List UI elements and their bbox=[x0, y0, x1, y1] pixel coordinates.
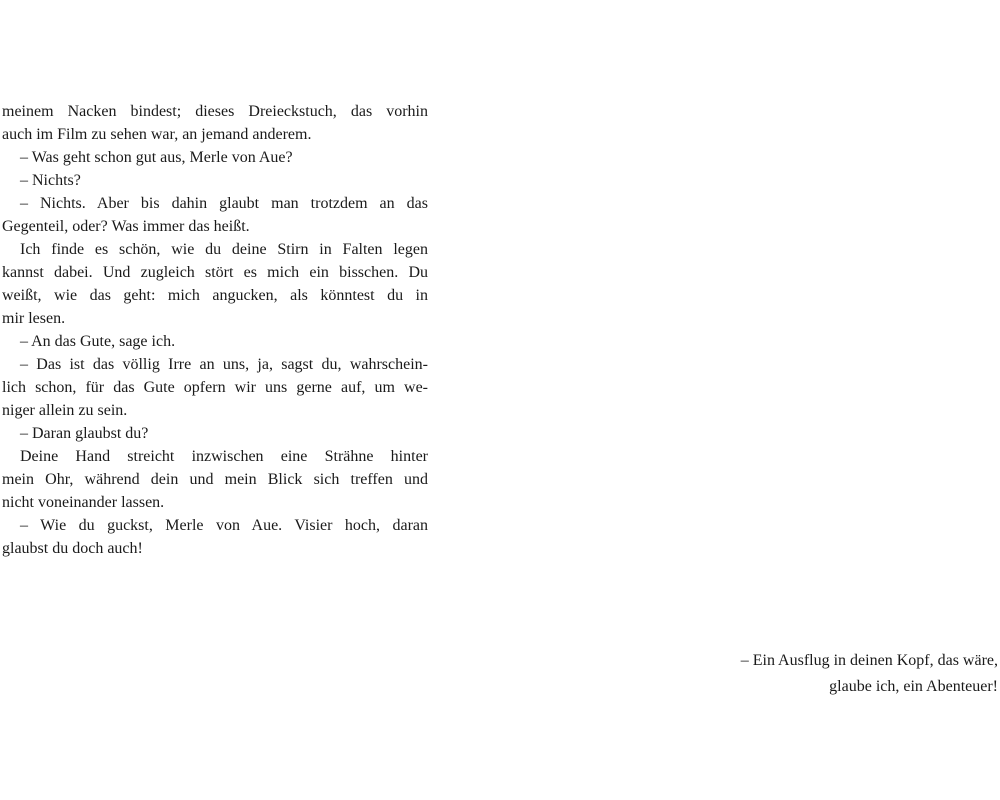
text-line: lich schon, für das Gute opfern wir uns gerne auf, um we- bbox=[2, 379, 428, 396]
dialogue-line: – Daran glaubst du? bbox=[20, 425, 149, 442]
text-line: weißt, wie das geht: mich angucken, als könntest du in bbox=[2, 287, 428, 304]
text-line: auch im Film zu sehen war, an jemand anderem. bbox=[2, 126, 312, 143]
text-line: nicht voneinander lassen. bbox=[2, 494, 165, 511]
dialogue-line: – Ein Ausflug in deinen Kopf, das wäre, bbox=[740, 652, 998, 669]
dialogue-line: – Das ist das völlig Irre an uns, ja, sagst du, wahrschein- bbox=[20, 356, 428, 373]
text-line: glaube ich, ein Abenteuer! bbox=[829, 678, 998, 695]
text-line: Deine Hand streicht inzwischen eine Strähne hinter bbox=[20, 448, 428, 465]
text-line: mir lesen. bbox=[2, 310, 66, 327]
right-page-text bbox=[598, 648, 998, 700]
left-page-text bbox=[2, 100, 428, 560]
dialogue-line: – Nichts. Aber bis dahin glaubt man trotzdem an das bbox=[20, 195, 428, 212]
text-line: niger allein zu sein. bbox=[2, 402, 128, 419]
text-line: Ich finde es schön, wie du deine Stirn in Falten legen bbox=[20, 241, 428, 258]
dialogue-line: – Wie du guckst, Merle von Aue. Visier hoch, daran bbox=[20, 517, 428, 534]
text-line: kannst dabei. Und zugleich stört es mich ein bisschen. Du bbox=[2, 264, 428, 281]
dialogue-line: – Nichts? bbox=[20, 172, 81, 189]
dialogue-line: – An das Gute, sage ich. bbox=[20, 333, 176, 350]
text-line: glaubst du doch auch! bbox=[2, 540, 143, 557]
dialogue-line: – Was geht schon gut aus, Merle von Aue? bbox=[20, 149, 293, 166]
text-line: mein Ohr, während dein und mein Blick sich treffen und bbox=[2, 471, 428, 488]
text-line: Gegenteil, oder? Was immer das heißt. bbox=[2, 218, 250, 235]
text-line: meinem Nacken bindest; dieses Dreieckstuch, das vorhin bbox=[2, 103, 428, 120]
